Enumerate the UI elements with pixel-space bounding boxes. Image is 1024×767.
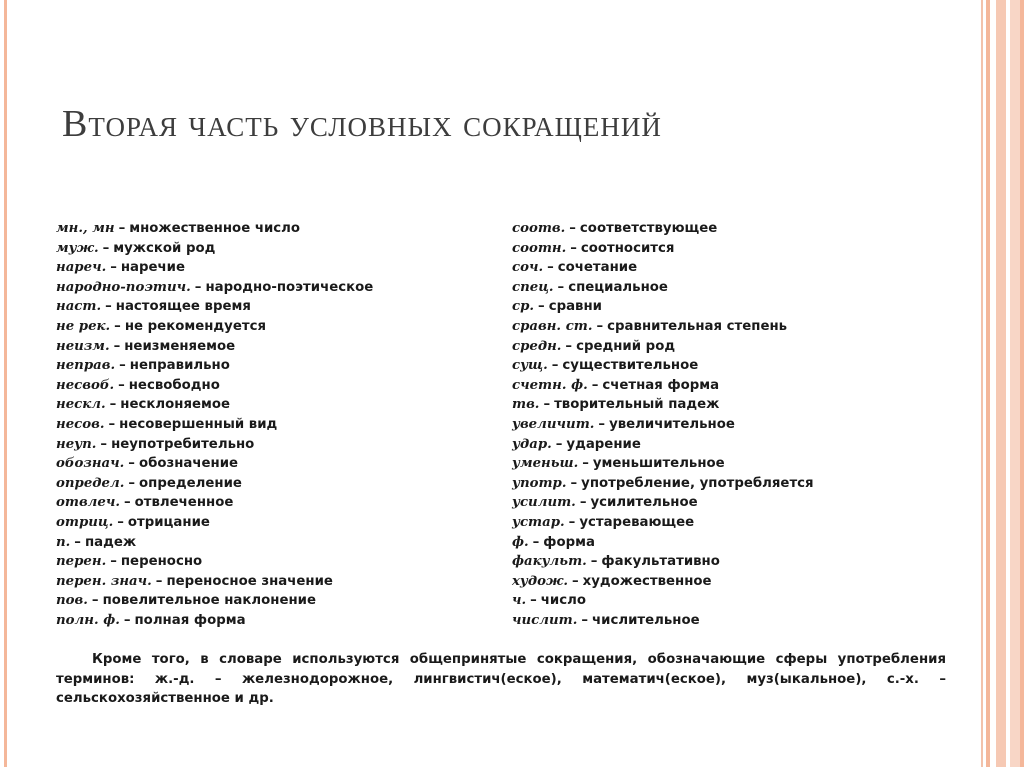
entry-dash: – [113, 338, 121, 354]
entry-dash: – [538, 299, 545, 315]
abbreviation-meaning: увеличительное [609, 416, 735, 432]
abbreviation-meaning: сравнительная степень [607, 318, 788, 334]
abbreviation-term: народно-поэтич. [56, 279, 191, 295]
abbreviation-entry [512, 297, 952, 317]
abbreviation-term: соч. [512, 260, 544, 276]
abbreviation-meaning: не рекомендуется [124, 318, 266, 334]
entry-dash: – [557, 279, 565, 295]
abbreviation-term: обознач. [56, 456, 125, 472]
entry-dash: – [570, 240, 577, 256]
abbreviation-term: п. [56, 534, 71, 550]
abbreviation-term: перен. [56, 554, 107, 570]
entry-dash: – [108, 416, 116, 432]
abbreviation-meaning: множественное число [129, 221, 301, 236]
entry-dash: – [100, 436, 108, 452]
entry-dash: – [530, 593, 537, 609]
entry-dash: – [114, 318, 121, 334]
right-border-stripe [1010, 0, 1020, 767]
abbreviation-entry [512, 474, 952, 494]
abbreviation-entry [512, 572, 952, 592]
abbreviation-term: соотн. [512, 240, 567, 256]
abbreviation-entry [512, 337, 952, 357]
abbreviation-entry [56, 552, 486, 572]
entry-dash: – [74, 534, 81, 550]
abbreviation-entry [56, 591, 486, 611]
abbreviation-entry [56, 474, 486, 494]
abbreviation-term: неправ. [56, 358, 116, 374]
right-border-stripe [986, 0, 990, 767]
abbreviation-entry [512, 533, 952, 553]
abbreviation-meaning: обозначение [138, 456, 239, 472]
entry-dash: – [110, 554, 117, 570]
abbreviation-meaning: отвлеченное [134, 495, 234, 511]
entry-dash: – [124, 495, 131, 511]
abbreviation-meaning: специальное [568, 279, 668, 295]
entry-dash: – [547, 260, 554, 276]
abbreviation-entry [56, 415, 486, 435]
abbreviation-meaning: переносно [120, 554, 203, 570]
entry-dash: – [128, 475, 136, 491]
abbreviation-meaning: несвободно [128, 377, 220, 393]
abbreviation-entry [56, 239, 486, 259]
abbreviation-entry [56, 395, 486, 415]
abbreviation-term: худож. [512, 573, 568, 589]
abbreviation-column-right [512, 219, 952, 630]
entry-dash: – [596, 318, 604, 334]
abbreviation-meaning: числительное [592, 612, 700, 628]
entry-dash: – [532, 534, 540, 550]
abbreviation-meaning: устаревающее [579, 514, 695, 530]
abbreviation-entry [56, 278, 486, 298]
abbreviation-entry [512, 435, 952, 455]
right-border-stripe [996, 0, 1006, 767]
abbreviation-entry [512, 278, 952, 298]
abbreviation-entry [512, 454, 952, 474]
abbreviation-meaning: полная форма [134, 612, 246, 628]
abbreviation-meaning: мужской род [113, 240, 216, 256]
entry-dash: – [543, 397, 551, 413]
abbreviation-meaning: форма [543, 534, 595, 550]
abbreviation-entry [56, 356, 486, 376]
abbreviation-term: сущ. [512, 358, 548, 374]
abbreviation-term: нареч. [56, 260, 107, 276]
abbreviation-meaning: неупотребительно [111, 436, 255, 452]
abbreviation-entry [56, 337, 486, 357]
entry-dash: – [591, 377, 599, 393]
abbreviation-term: средн. [512, 338, 562, 354]
abbreviation-term: неизм. [56, 338, 110, 354]
abbreviation-meaning: соотносится [580, 240, 675, 256]
entry-dash: – [123, 612, 131, 628]
abbreviation-term: тв. [512, 397, 540, 413]
right-border-stripe [981, 0, 983, 767]
abbreviation-term: сравн. ст. [512, 318, 593, 334]
entry-dash: – [194, 279, 202, 295]
abbreviation-term: муж. [56, 240, 99, 256]
abbreviation-entry [56, 297, 486, 317]
entry-dash: – [155, 573, 163, 589]
abbreviation-term: ф. [512, 534, 529, 550]
abbreviation-meaning: неправильно [129, 358, 230, 374]
abbreviation-list [56, 219, 956, 639]
entry-dash: – [572, 573, 579, 589]
abbreviation-meaning: художественное [582, 573, 712, 589]
abbreviation-entry [512, 239, 952, 259]
abbreviation-term: неуп. [56, 436, 97, 452]
abbreviation-entry [56, 513, 486, 533]
abbreviation-meaning: средний род [576, 338, 676, 354]
abbreviation-entry [512, 356, 952, 376]
abbreviation-meaning: число [540, 593, 586, 609]
abbreviation-entry [56, 611, 486, 631]
abbreviation-term: несов. [56, 416, 105, 432]
entry-dash: – [568, 514, 576, 530]
abbreviation-entry [512, 376, 952, 396]
abbreviation-term: факульт. [512, 554, 587, 570]
entry-dash: – [570, 475, 578, 491]
abbreviation-meaning: настоящее время [115, 299, 251, 315]
entry-dash: – [109, 397, 117, 413]
abbreviation-entry [56, 317, 486, 337]
abbreviation-entry [56, 493, 486, 513]
entry-dash: – [582, 456, 589, 472]
entry-dash: – [110, 260, 117, 276]
abbreviation-meaning: несклоняемое [120, 397, 231, 413]
abbreviation-meaning: ударение [566, 436, 641, 452]
entry-dash: – [118, 221, 126, 236]
abbreviation-term: отвлеч. [56, 495, 120, 511]
abbreviation-term: числит. [512, 612, 578, 628]
abbreviation-meaning: счетная форма [602, 377, 720, 393]
abbreviation-term: уменьш. [512, 456, 579, 472]
entry-dash: – [102, 240, 110, 256]
abbreviation-term: ч. [512, 593, 527, 609]
abbreviation-meaning: соответствующее [579, 221, 718, 236]
abbreviation-term: не рек. [56, 318, 111, 334]
entry-dash: – [117, 514, 124, 530]
entry-dash: – [565, 338, 573, 354]
entry-dash: – [598, 416, 606, 432]
abbreviation-entry [56, 219, 486, 239]
abbreviation-term: мн., мн [56, 221, 115, 236]
abbreviation-entry [512, 395, 952, 415]
right-border-stripe [1020, 0, 1024, 767]
abbreviation-entry [56, 572, 486, 592]
abbreviation-entry [512, 513, 952, 533]
abbreviation-meaning: повелительное наклонение [102, 593, 317, 609]
abbreviation-term: определ. [56, 475, 125, 491]
abbreviation-term: отриц. [56, 514, 114, 530]
abbreviation-entry [512, 219, 952, 239]
entry-dash: – [91, 593, 99, 609]
abbreviation-entry [56, 376, 486, 396]
entry-dash: – [119, 358, 126, 374]
abbreviation-entry [512, 552, 952, 572]
entry-dash: – [555, 436, 563, 452]
abbreviation-entry [512, 415, 952, 435]
abbreviation-meaning: факультативно [601, 554, 720, 570]
abbreviation-meaning: несовершенный вид [119, 416, 278, 432]
abbreviation-entry [56, 435, 486, 455]
left-border-stripe [4, 0, 7, 767]
entry-dash: – [128, 456, 135, 472]
abbreviation-meaning: сравни [548, 299, 602, 315]
abbreviation-meaning: употребление, употребляется [581, 475, 814, 491]
abbreviation-meaning: уменьшительное [592, 456, 725, 472]
abbreviation-term: перен. знач. [56, 573, 152, 589]
abbreviation-term: усилит. [512, 495, 576, 511]
abbreviation-term: удар. [512, 436, 552, 452]
entry-dash: – [579, 495, 587, 511]
abbreviation-meaning: отрицание [127, 514, 210, 530]
abbreviation-meaning: сочетание [557, 260, 638, 276]
abbreviation-term: несвоб. [56, 377, 115, 393]
abbreviation-meaning: неизменяемое [124, 338, 236, 354]
entry-dash: – [105, 299, 112, 315]
abbreviation-term: ср. [512, 299, 535, 315]
abbreviation-entry [56, 258, 486, 278]
abbreviation-term: спец. [512, 279, 554, 295]
abbreviation-entry [512, 258, 952, 278]
abbreviation-column-left [56, 219, 486, 630]
entry-dash: – [590, 554, 598, 570]
slide-title: Вторая часть условных сокращений [62, 103, 662, 145]
abbreviation-term: полн. ф. [56, 612, 120, 628]
footnote-paragraph: Кроме того, в словаре используются общепринятые сокращения, обозначающие сферы употребления терминов: ж.-д. – железнодорожное, лингвистич(еское), математич(еское), муз(ыкальное), с.-х. – сельскохозяйственное и др. [56, 652, 946, 707]
abbreviation-term: пов. [56, 593, 88, 609]
abbreviation-term: наст. [56, 299, 102, 315]
abbreviation-term: устар. [512, 514, 565, 530]
abbreviation-meaning: творительный падеж [554, 397, 720, 413]
abbreviation-term: нескл. [56, 397, 106, 413]
abbreviation-meaning: падеж [84, 534, 137, 550]
abbreviation-entry [512, 493, 952, 513]
entry-dash: – [569, 221, 576, 236]
abbreviation-term: соотв. [512, 221, 566, 236]
abbreviation-term: употр. [512, 475, 567, 491]
abbreviation-meaning: переносное значение [166, 573, 333, 589]
abbreviation-term: счетн. ф. [512, 377, 588, 393]
abbreviation-entry [56, 454, 486, 474]
entry-dash: – [118, 377, 125, 393]
abbreviation-meaning: существительное [562, 358, 699, 374]
abbreviation-meaning: усилительное [590, 495, 698, 511]
entry-dash: – [551, 358, 559, 374]
abbreviation-meaning: наречие [120, 260, 186, 276]
abbreviation-meaning: народно-поэтическое [205, 279, 374, 295]
entry-dash: – [581, 612, 589, 628]
abbreviation-entry [512, 611, 952, 631]
abbreviation-entry [56, 533, 486, 553]
abbreviation-meaning: определение [139, 475, 242, 491]
abbreviation-entry [512, 591, 952, 611]
abbreviation-entry [512, 317, 952, 337]
abbreviation-term: увеличит. [512, 416, 595, 432]
